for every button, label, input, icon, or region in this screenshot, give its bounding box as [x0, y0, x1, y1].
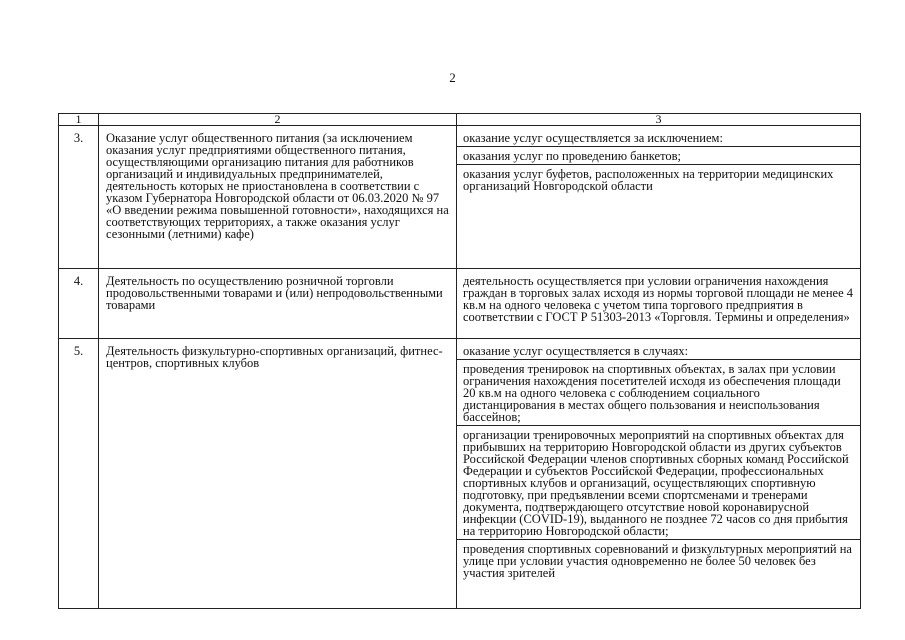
condition-item: организации тренировочных мероприятий на спортивных объектах для прибывших на территорию Новгородской области из других субъектов Российской Федерации членов спортивных сборных команд Российской Федерации и субъектов Российской Федерации, профессиональных спортивных клубов и организаций, осуществляющих спортивную подготовку, при предъявлении всеми спортсменами и тренерами документа, подтверждающего отсутствие новой коронавирусной инфекции (COVID-19), выданного не позднее 72 часов со дня прибытия на территорию Новгородской области; — [457, 425, 860, 539]
activity-cell: Оказание услуг общественного питания (за исключением оказания услуг предприятиями общественного питания, осуществляющими организацию питания для работников организаций и индивидуальных предпринимателей, деятельность которых не приостановлена в соответствии с указом Губернатора Новгородской области от 06.03.2020 № 97 «О введении режима повышенной готовности», находящихся на соответствующих территориях, а также оказания услуг сезонными (летними) кафе) — [99, 126, 457, 269]
row-number: 3. — [59, 126, 99, 269]
conditions-cell — [457, 269, 861, 339]
column-header: 2 — [99, 114, 457, 126]
condition-item: оказание услуг осуществляется в случаях: — [463, 344, 689, 358]
activity-cell: Деятельность физкультурно-спортивных организаций, фитнес-центров, спортивных клубов — [99, 339, 457, 609]
conditions-cell — [457, 339, 861, 609]
condition-item: оказание услуг осуществляется за исключением: — [463, 131, 723, 145]
page-number: 2 — [449, 70, 456, 85]
conditions-cell — [457, 126, 861, 269]
condition-item: оказания услуг по проведению банкетов; — [457, 146, 860, 164]
condition-item: деятельность осуществляется при условии ограничения нахождения граждан в торговых залах исходя из нормы торговой площади не менее 4 кв.м на одного человека с учетом типа торгового предприятия в соответствии с ГОСТ Р 51303-2013 «Торговля. Термины и определения» — [463, 274, 854, 324]
condition-item: оказания услуг буфетов, расположенных на территории медицинских организаций Новгородской области — [457, 164, 860, 194]
row-number: 4. — [59, 269, 99, 339]
column-header: 1 — [59, 114, 99, 126]
column-header: 3 — [457, 114, 861, 126]
row-number: 5. — [59, 339, 99, 609]
table-row — [59, 126, 861, 269]
activity-cell: Деятельность по осуществлению розничной торговли продовольственными товарами и (или) непродовольственными товарами — [99, 269, 457, 339]
regulation-table — [58, 113, 861, 609]
condition-item: проведения тренировок на спортивных объектах, в залах при условии ограничения нахождения посетителей исходя из обеспечения площади 20 кв.м на одного человека с соблюдением социального дистанцирования в местах общего пользования и неиспользования бассейнов; — [457, 359, 860, 425]
condition-item: проведения спортивных соревнований и физкультурных мероприятий на улице при условии участия одновременно не более 50 человек без участия зрителей — [457, 539, 860, 581]
table-row — [59, 339, 861, 609]
table-row — [59, 269, 861, 339]
table-header-row — [59, 114, 861, 126]
